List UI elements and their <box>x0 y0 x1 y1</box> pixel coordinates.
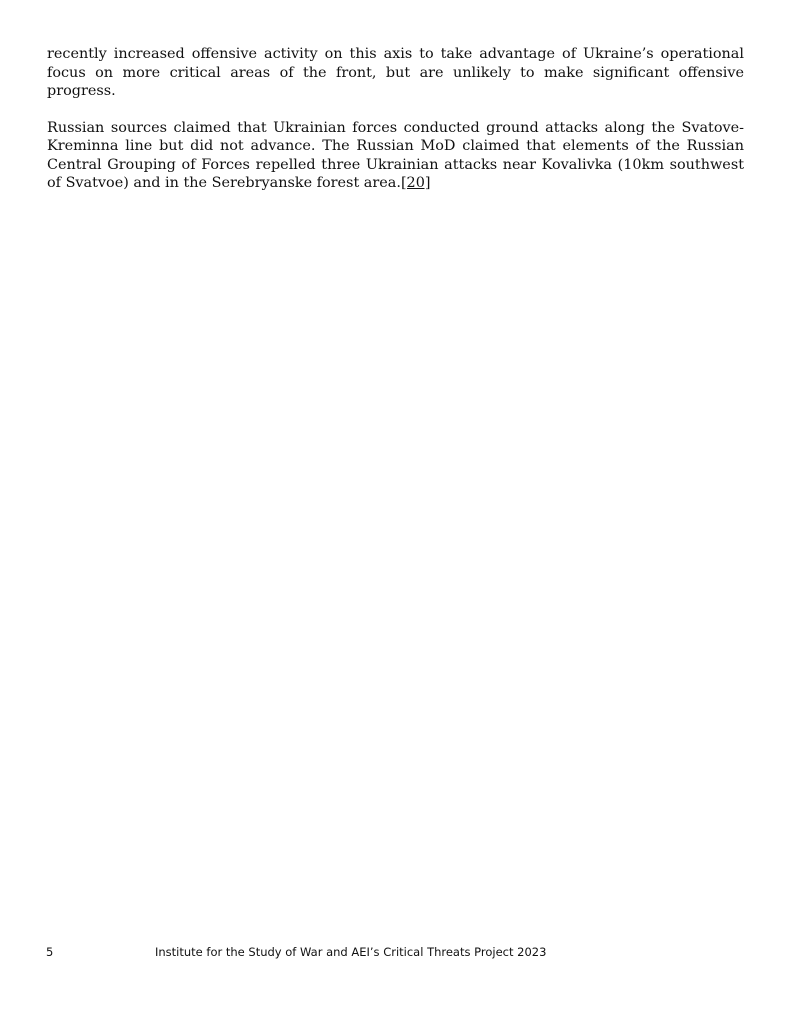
footer-credit: Institute for the Study of War and AEI’s Critical Threats Project 2023 <box>155 945 547 959</box>
paragraph-1-text: recently increased offensive activity on this axis to take advantage of Ukraine’s operational focus on more critical areas of the front, but are unlikely to make significant offensive progress. <box>47 46 744 99</box>
page-number: 5 <box>46 945 54 959</box>
body-text <box>47 45 744 211</box>
paragraph-2-text: Russian sources claimed that Ukrainian forces conducted ground attacks along the Svatove-Kreminna line but did not advance. The Russian MoD claimed that elements of the Russian Central Grouping of Forces repelled three Ukrainian attacks near Kovalivka (10km southwest of Svatvoe) and in the Serebryanske forest area. <box>47 119 744 191</box>
paragraph-svatove-kreminna <box>47 119 744 193</box>
footnote-reference-link[interactable]: [20] <box>400 175 431 191</box>
paragraph-continuation <box>47 45 744 101</box>
